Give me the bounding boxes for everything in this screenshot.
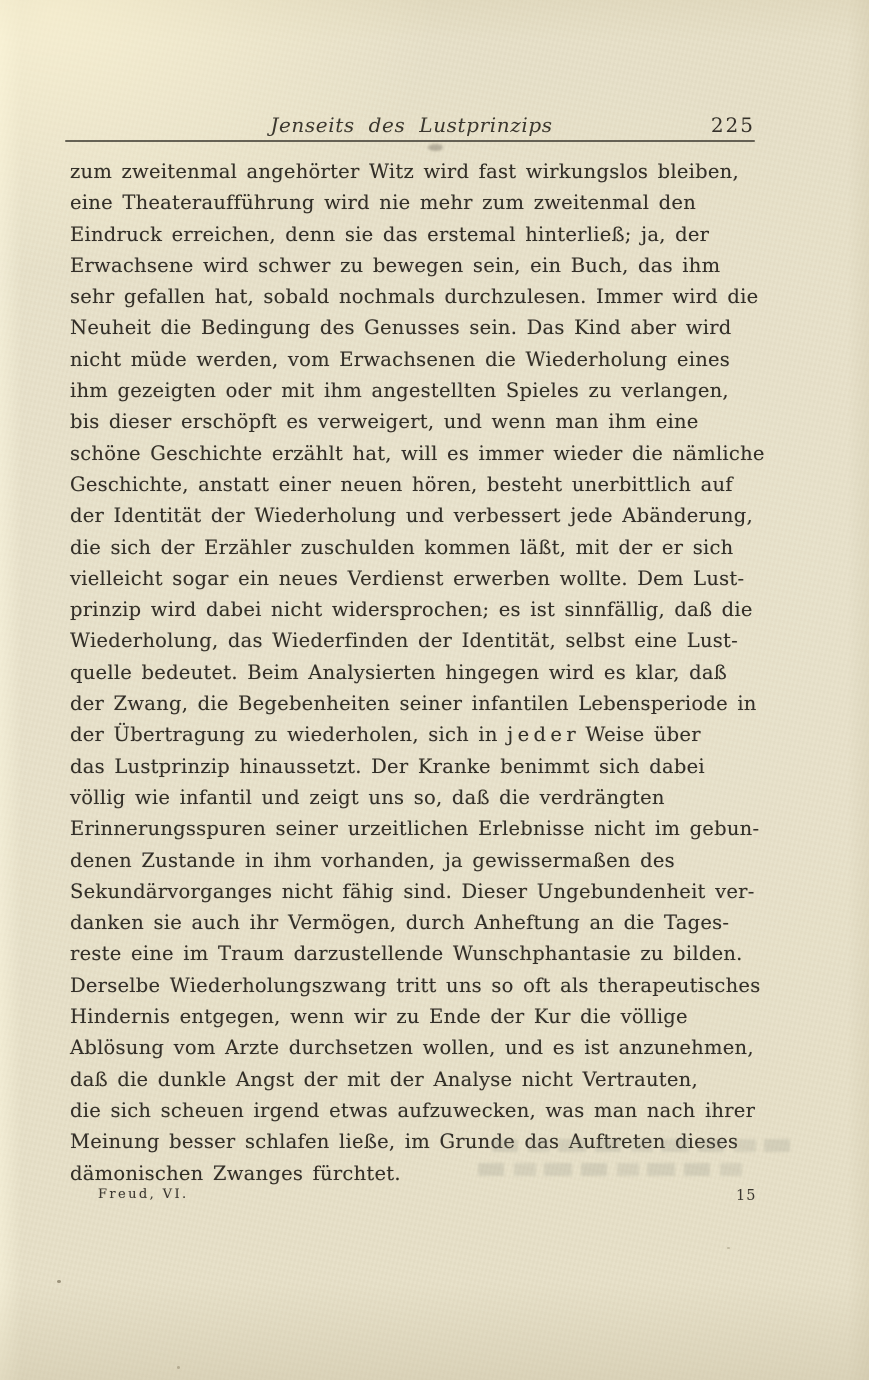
text-line: der Übertragung zu wiederholen, sich in j e d e r Weise über [70,723,701,747]
text-line: Eindruck erreichen, denn sie das erstemal hinterließ; ja, der [70,222,710,246]
text-line: Neuheit die Bedingung des Genusses sein. Das Kind aber wird [70,316,732,340]
text-line: eine Theateraufführung wird nie mehr zum zweitenmal den [70,191,697,215]
text-line: völlig wie infantil und zeigt uns so, daß die verdrängten [70,785,665,809]
page-number: 225 [710,113,755,137]
text-line: Erwachsene wird schwer zu bewegen sein, ein Buch, das ihm [70,253,721,277]
text-line: vielleicht sogar ein neues Verdienst erwerben wollte. Dem Lust- [70,566,745,590]
text-line: schöne Geschichte erzählt hat, will es immer wieder die nämliche [70,441,765,465]
text-line: reste eine im Traum darzustellende Wunschphantasie zu bilden. [70,942,743,966]
ink-smudge [428,144,443,151]
paper-speck [177,1366,180,1369]
text-line: Ablösung vom Arzte durchsetzen wollen, und es ist anzunehmen, [70,1036,754,1060]
show-through-text [478,1163,750,1176]
text-line: prinzip wird dabei nicht widersprochen; es ist sinnfällig, daß die [70,598,753,622]
sheet-number: 15 [736,1188,757,1204]
text-line: das Lustprinzip hinaussetzt. Der Kranke benimmt sich dabei [70,754,705,778]
body-text [70,156,765,1189]
text-line: ihm gezeigten oder mit ihm angestellten Spieles zu verlangen, [70,379,729,403]
text-line: dämonischen Zwanges fürchtet. [70,1161,401,1185]
text-line: daß die dunkle Angst der mit der Analyse nicht Vertrauten, [70,1067,698,1091]
text-line: Erinnerungsspuren seiner urzeitlichen Erlebnisse nicht im gebun- [70,817,760,841]
text-line: der Identität der Wiederholung und verbessert jede Abänderung, [70,504,753,528]
text-line: quelle bedeutet. Beim Analysierten hingegen wird es klar, daß [70,660,728,684]
text-line: zum zweitenmal angehörter Witz wird fast wirkungslos bleiben, [70,160,739,183]
text-line: die sich scheuen irgend etwas aufzuwecken, was man nach ihrer [70,1098,756,1122]
header-rule [65,140,755,142]
running-head [70,110,765,140]
text-line: Geschichte, anstatt einer neuen hören, besteht unerbittlich auf [70,472,733,496]
text-line: sehr gefallen hat, sobald nochmals durchzulesen. Immer wird die [70,285,759,309]
text-line: der Zwang, die Begebenheiten seiner infantilen Lebensperiode in [70,692,757,716]
text-line: Wiederholung, das Wiederfinden der Identität, selbst eine Lust- [70,629,738,653]
text-line: Sekundärvorganges nicht fähig sind. Dieser Ungebundenheit ver- [70,879,755,903]
text-line: Meinung besser schlafen ließe, im Grunde das Auftreten dieses [70,1130,739,1154]
show-through-text [492,1139,790,1152]
running-head-title: Jenseits des Lustprinzips [270,113,553,137]
paper-speck [57,1280,61,1283]
text-line: Hindernis entgegen, wenn wir zu Ende der Kur die völlige [70,1005,688,1029]
volume-signature: Freud, VI. [98,1187,189,1202]
text-line: Derselbe Wiederholungszwang tritt uns so oft als therapeutisches [70,973,761,997]
text-line: denen Zustande in ihm vorhanden, ja gewissermaßen des [70,848,675,872]
paper-speck [727,1247,730,1249]
text-line: danken sie auch ihr Vermögen, durch Anheftung an die Tages- [70,911,730,935]
text-line: nicht müde werden, vom Erwachsenen die Wiederholung eines [70,347,731,371]
text-line: die sich der Erzähler zuschulden kommen läßt, mit der er sich [70,535,734,559]
text-line: bis dieser erschöpft es verweigert, und wenn man ihm eine [70,410,699,434]
